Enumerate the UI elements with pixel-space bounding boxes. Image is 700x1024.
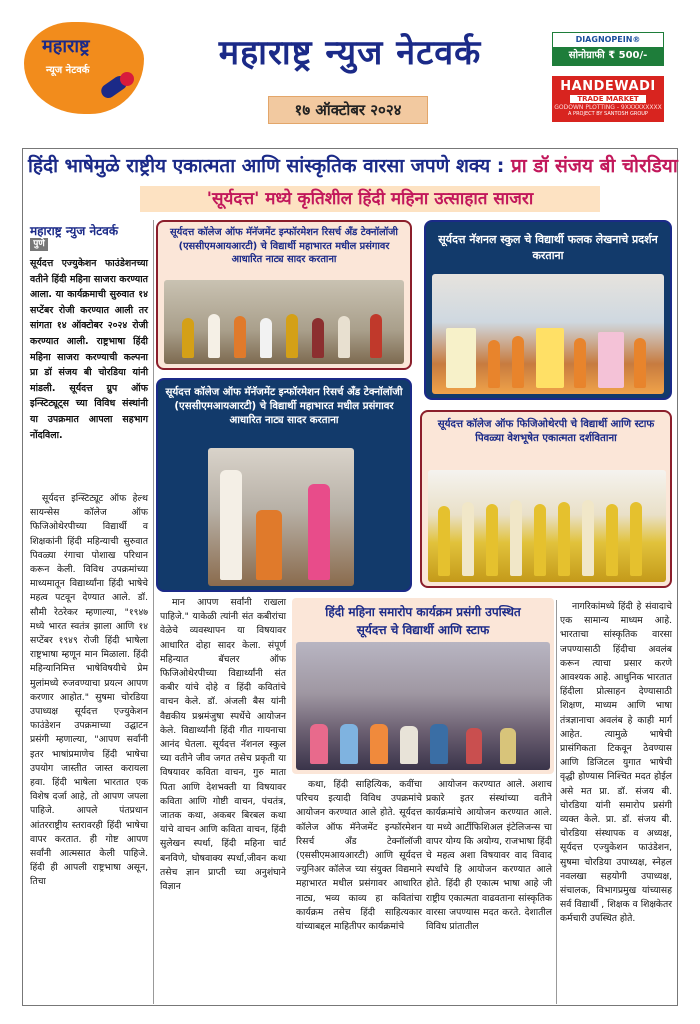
- handewadi-ad[interactable]: [552, 76, 664, 122]
- photo-caption-line-2: सूर्यदत्त चे विद्यार्थी आणि स्टाफ: [356, 623, 490, 637]
- photo-figure: [466, 728, 482, 764]
- photo-chart: [536, 328, 564, 388]
- photo-box-school-boards: [424, 220, 672, 400]
- newspaper-title: महाराष्ट्र न्युज नेटवर्क: [218, 33, 482, 73]
- article-column-3: [296, 778, 422, 934]
- column-divider: [153, 220, 154, 1004]
- photo-closing-audience[interactable]: [296, 642, 550, 770]
- photo-figure: [582, 500, 594, 576]
- headline-speaker: प्रा डॉ संजय बी चोरडिया: [510, 155, 678, 177]
- column-divider: [556, 600, 557, 1004]
- photo-caption-line-1: हिंदी महिना समारोप कार्यक्रम प्रसंगी उपस्थित: [325, 605, 521, 619]
- headline-main: हिंदी भाषेमुळे राष्ट्रीय एकात्मता आणि सांस्कृतिक वारसा जपणे शक्य :: [28, 155, 511, 177]
- paragraph: सूर्यदत्त इन्स्टिट्यूट ऑफ हेल्थ सायन्सेस कॉलेज ऑफ फिजिओथेरपीच्या विद्यार्थी व शिक्षकांनी हिंदी महिन्याची सुरुवात पिवळ्या रंगाचा पोशाख परिधान करून केली. विविध उपक्रमांच्या माध्यमातून विद्यार्थ्यांना हिंदी भाषेचे महत्व पटवून देण्यात आले. डॉ. सौमी रेठरेकर म्हणाल्या, "१९४७ मध्ये भारत स्वतंत्र झाला आणि १४ सप्टेंबर १९४९ रोजी हिंदी भाषेला राष्ट्रभाषा म्हणून मान मिळाला. हिंदी महिन्यानिमित्त भाषेविषयीचे प्रेम मुलांमध्ये रुजवण्याचा प्रयत्न आपण करणार आहोत." सुषमा चोरडिया उपाध्यक्ष सूर्यदत्त एज्युकेशन फाउंडेशन उपक्रमाच्या उद्घाटन प्रसंगी म्हणाल्या, "आपण सर्वांनी इतर भाषांप्रमाणेच हिंदी भाषेचा उपयोग जास्तीत जास्त करायला हवा. हिंदी भाषेला भारतात एक विशेष दर्जा आहे, तो आपण जपला पाहिजे. आपले पंतप्रधान आंतरराष्ट्रीय स्तरावरही हिंदी भाषेचा वापर करतात. ही गोष्ट आपण सर्वांनी आत्मसात केली पाहिजे. हिंदी ही आपली राष्ट्रभाषा असून, तिचा: [30, 493, 148, 888]
- ad1-offer: सोनोग्राफी ₹ 500/-: [553, 47, 663, 65]
- photo-figure: [208, 314, 220, 358]
- article-subheadline: 'सूर्यदत्त' मध्ये कृतिशील हिंदी महिना उत्साहात साजरा: [140, 186, 600, 212]
- paragraph: आयोजन करण्यात आले. अशाच प्रकारे इतर संस्थांच्या वतीने कार्यक्रमांचे आयोजन करण्यात आले. या मध्ये आर्टीफिशिअल इंटेलिजन्स चा वापर योग्य कि अयोग्य, राजभाषा हिंदी चे महत्व अशा विषयावर वाद विवाद स्पर्धांचे हि आयोजन करण्यात आले होते. हिंदी ही एकात्म भाषा आहे जी राष्ट्रीय एकात्मता वाढवताना सांस्कृतिक वारसा जपण्यास मदत करते. देशातील विविध प्रांतातील: [426, 779, 552, 933]
- photo-box-closing-ceremony: [292, 598, 554, 774]
- photo-figure: [256, 510, 282, 580]
- diagnopein-ad[interactable]: [552, 32, 664, 66]
- photo-figure: [220, 470, 242, 580]
- newspaper-logo[interactable]: [24, 22, 144, 122]
- masthead: [0, 0, 700, 130]
- photo-figure: [500, 728, 516, 764]
- article-column-5: [560, 600, 672, 927]
- intro-paragraph: सूर्यदत्त एज्युकेशन फाउंडेशनच्या वतीने हिंदी महिना साजरा करण्यात आला. या कार्यक्रमाची सुरुवात १४ सप्टेंबर रोजी करण्यात आली तर सांगता १४ ऑक्टोबर २०२४ रोजी करण्यात आली. राष्ट्रभाषा हिंदी महिना साजरा करण्याची कल्पना प्रा डॉ संजय बी चोरडिया यांनी मांडली. सूर्यदत्त ग्रुप ऑफ इन्स्टिट्यूट्स च्या विविध संस्थांनी या उपक्रमात आपला सहभाग नोंदविला.: [30, 258, 148, 441]
- photo-figure: [182, 318, 194, 358]
- photo-figure: [606, 504, 618, 576]
- ad2-title: HANDEWADI: [560, 79, 656, 94]
- ad1-brand: DIAGNOPEIN®: [575, 35, 641, 44]
- issue-date: १७ ऑक्टोबर २०२४: [268, 96, 428, 124]
- photo-figure: [512, 336, 524, 388]
- photo-caption: सूर्यदत्त कॉलेज ऑफ मॅनॅजमेंट इन्फॉरमेशन रिसर्च अँड टेक्नॉलॉजी (एससीएमआयआरटी) चे विद्यार्थी महाभारत मधील प्रसंगावर आधारित नाट्य सादर करताना: [165, 387, 403, 426]
- photo-figure: [260, 318, 272, 358]
- photo-figure: [312, 318, 324, 358]
- photo-figure: [486, 504, 498, 576]
- byline: महाराष्ट्र न्युज नेटवर्क: [30, 224, 119, 238]
- photo-box-drama-1: [156, 220, 412, 370]
- photo-figure: [310, 724, 328, 764]
- dateline-place: पुणे: [30, 238, 48, 251]
- article-column-4: [426, 778, 552, 934]
- article-headline: [28, 152, 678, 178]
- photo-figure: [630, 502, 642, 576]
- photo-drama-stage[interactable]: [164, 280, 404, 364]
- photo-figure: [488, 340, 500, 388]
- photo-figure: [510, 500, 522, 576]
- photo-figure: [370, 314, 382, 358]
- photo-physio-group[interactable]: [428, 470, 666, 582]
- photo-figure: [462, 502, 474, 576]
- photo-figure: [286, 314, 298, 358]
- photo-box-physio-yellow: [420, 410, 672, 588]
- photo-figure: [340, 724, 358, 764]
- photo-chart: [446, 328, 476, 388]
- ad2-contact: GODOWN PLOTTING - 9XXXXXXXXX: [554, 104, 662, 111]
- photo-drama-scene[interactable]: [208, 448, 354, 586]
- article-column-1: [30, 492, 148, 890]
- photo-figure: [430, 724, 448, 764]
- photo-figure: [400, 726, 418, 764]
- ad2-tagline: A PROJECT BY SANTOSH GROUP: [568, 111, 648, 117]
- photo-figure: [438, 506, 450, 576]
- paragraph: कथा, हिंदी साहित्यिक, कवींचा परिचय इत्यादी विविध उपक्रमांचे आयोजन करण्यात आले होते. सूर्यदत्त कॉलेज ऑफ मॅनेजमेंट इन्फॉरमेशन रिसर्च अँड टेक्नॉलॉजी (एससीएमआयआरटी) आणि सूर्यदत्त ज्युनिअर कॉलेज च्या संयुक्त विद्यमाने महाभारत मधील प्रसंगावर आधारित नाट्य, भव्य काव्य हा कवितांचा कार्यक्रम तसेच हिंदी साहित्यकार यांच्याबद्दल माहितीपर कार्यक्रमांचे: [296, 779, 422, 933]
- photo-caption: सूर्यदत्त कॉलेज ऑफ मॅनॅजमेंट इन्फॉरमेशन रिसर्च अँड टेक्नॉलॉजी (एससीएमआयआरटी) चे विद्यार्थी महाभारत मधील प्रसंगावर आधारित नाट्य सादर करताना: [170, 227, 398, 265]
- photo-caption: सूर्यदत्त नॅशनल स्कुल चे विद्यार्थी फलक लेखनाचे प्रदर्शन करताना: [438, 233, 658, 262]
- photo-figure: [338, 316, 350, 358]
- photo-caption: सूर्यदत्त कॉलेज ऑफ फिजिओथेरपी चे विद्यार्थी आणि स्टाफ पिवळ्या वेशभूषेत एकात्मता दर्शविताना: [437, 419, 655, 444]
- photo-chart: [598, 332, 624, 388]
- ad2-subtitle: TRADE MARKET: [570, 95, 646, 103]
- microphone-head-icon: [120, 72, 134, 86]
- photo-figure: [534, 504, 546, 576]
- paragraph: मान आपण सर्वांनी राखला पाहिजे." याकेळी त्यांनी संत कबीरांचा वेळेचे व्यवस्थापन या विषयावर आधारित दोहा सादर केला. संपूर्ण महिन्यात बॅचलर ऑफ फिजिओथेरपीच्या विद्यार्थ्यांनी संत कबीर यांचे दोहे व हिंदी कवितांचे वाचन केले. डॉ. अंजली बैस यांनी वैद्यकीय प्रश्नमंजुषा स्पर्धेचे आयोजन केले. विद्यार्थ्यांनी हिंदी गीत गायनाचा आनंद घेतला. सूर्यदत्त नॅशनल स्कुल च्या वतीने जीव जगत तसेच प्रकृती या विषयावर कविता वाचन, गुरु माता पिता आणि देशभक्ती या विषयावर कविता आणि गोष्टी वाचन, पंचतंत्र, जातक कथा, अकबर बिरबल कथा यांचे वाचन आणि कविता वाचन, हिंदी सुलेखन स्पर्धा, हिंदी महिना चार्ट बनविणे, घोषवाक्य स्पर्धा,जीवन कथा तसेच ज्ञान प्राप्ती च्या अनुशंघाने विज्ञान: [160, 597, 286, 893]
- article-column-2: [160, 596, 286, 894]
- photo-figure: [574, 338, 586, 388]
- photo-figure: [370, 724, 388, 764]
- photo-figure: [234, 316, 246, 358]
- paragraph: नागरिकांमध्ये हिंदी हे संवादाचे एक सामान्य माध्यम आहे. भारताचा सांस्कृतिक वारसा जपण्यासाठी हिंदीचा अवलंब करून त्याचा प्रसार करणे आवश्यक आहे. आधुनिक भारतात हिंदीला प्रोत्साहन देण्यासाठी शिक्षण, माध्यम आणि भाषा तंत्रज्ञानाचा अवलंब हे काही मार्ग आहेत. त्यामुळे भाषेची प्रासंगिकता टिकवून ठेवण्यास आणि डिजिटल युगात भाषेची वृद्धी होण्यास निश्चित मदत होईल असे मत प्रा. डॉ. संजय बी. चोरडिया यांनी समारोप प्रसंगी व्यक्त केले. प्रा. डॉ. संजय बी. चोरडिया संस्थापक व अध्यक्ष, सूर्यदत्त एज्युकेशन फाउंडेशन, सुषमा चोरडिया उपाध्यक्ष, स्नेहल नवलखा सहयोगी उपाध्यक्ष, संचालक, विभागप्रमुख यांच्यासह सर्व विद्यार्थी , शिक्षक व शिक्षकेतर कर्मचारी उपस्थित होते.: [560, 601, 672, 925]
- logo-subtitle: न्यूज नेटवर्क: [46, 65, 90, 76]
- photo-figure: [558, 502, 570, 576]
- photo-figure: [308, 484, 330, 580]
- photo-students-boards[interactable]: [432, 274, 664, 394]
- photo-figure: [634, 338, 646, 388]
- logo-title: महाराष्ट्र: [42, 36, 90, 57]
- photo-box-drama-2: [156, 378, 412, 592]
